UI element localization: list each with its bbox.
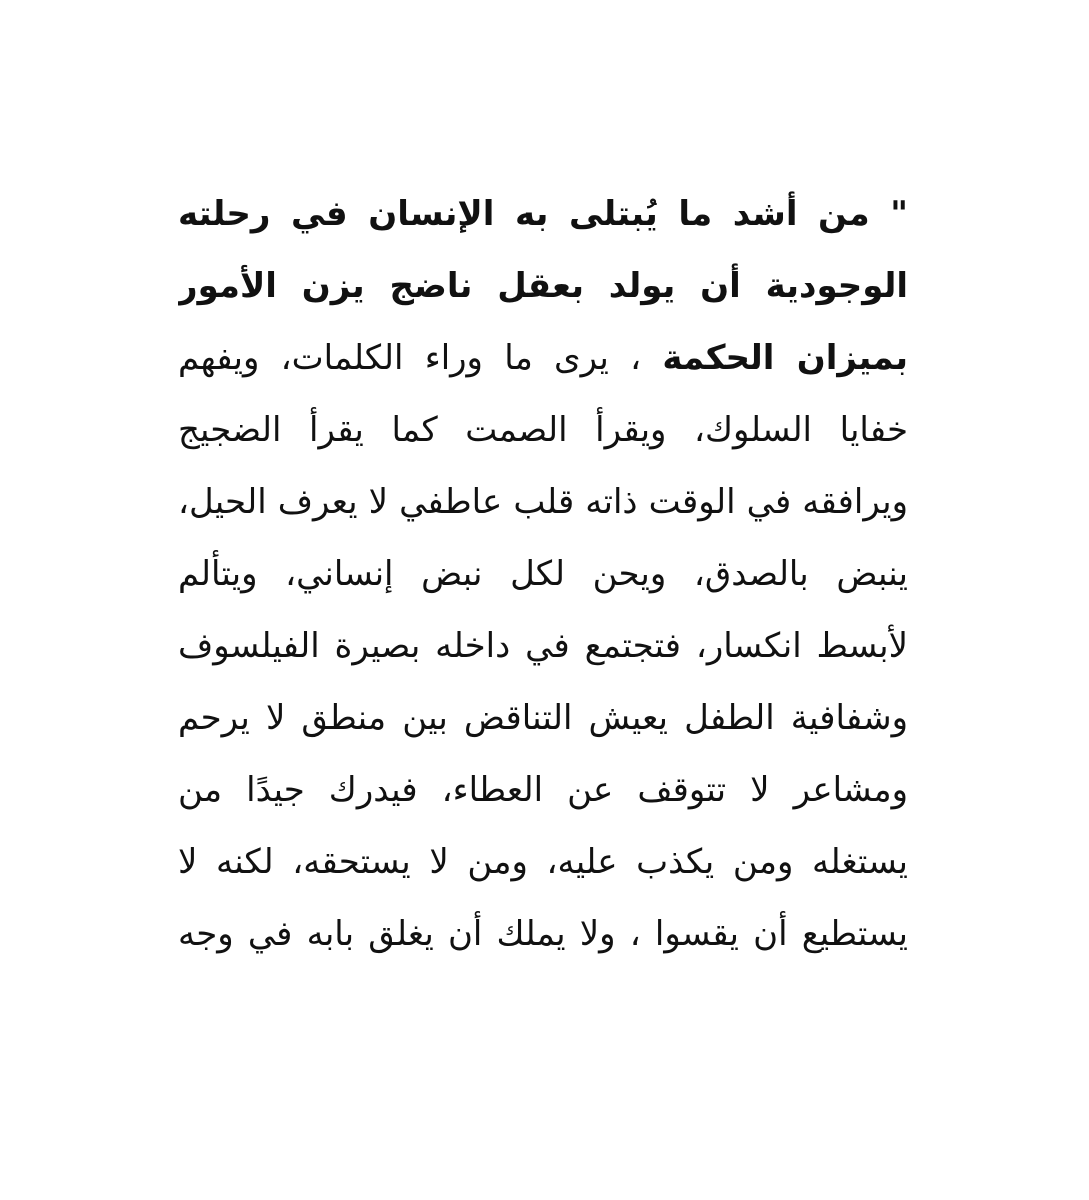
quote-line-3-rest: ، يرى ما وراء الكلمات، ويفهم (178, 338, 663, 378)
quote-line-6: ينبض بالصدق، ويحن لكل نبض إنساني، ويتألم (178, 554, 908, 594)
quote-line-3 (178, 322, 908, 394)
quote-line-1: " من أشد ما يُبتلى به الإنسان في رحلته (178, 194, 908, 234)
quote-line-9: ومشاعر لا تتوقف عن العطاء، فيدرك جيدًا من (178, 770, 908, 810)
quote-line-11: يستطيع أن يقسوا ، ولا يملك أن يغلق بابه في وجه (178, 914, 908, 954)
quote-line-4: خفايا السلوك، ويقرأ الصمت كما يقرأ الضجيج (178, 410, 908, 450)
quote-line-10: يستغله ومن يكذب عليه، ومن لا يستحقه، لكنه لا (178, 842, 908, 882)
quote-line-3-bold-segment: بميزان الحكمة (662, 338, 908, 378)
quote-line-5: ويرافقه في الوقت ذاته قلب عاطفي لا يعرف الحيل، (178, 482, 908, 522)
quote-text-block (178, 178, 908, 970)
quote-line-8: وشفافية الطفل يعيش التناقض بين منطق لا يرحم (178, 698, 908, 738)
quote-line-2: الوجودية أن يولد بعقل ناضج يزن الأمور (178, 266, 908, 306)
quote-line-7: لأبسط انكسار، فتجتمع في داخله بصيرة الفيلسوف (178, 626, 908, 666)
